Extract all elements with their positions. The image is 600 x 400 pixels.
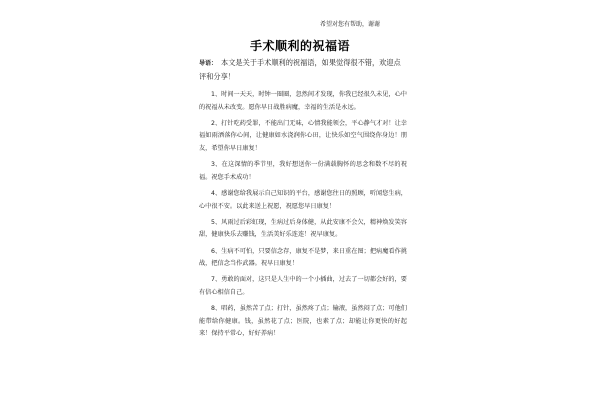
paragraph-5: 5、风雨过后彩虹现，生病过后身体健，从此安康不会欠，精神焕发笑容甜，健康快乐去赚钱，生活美好乐连连！祝早康复。 (199, 218, 407, 239)
paragraph-4: 4、感谢您给我展示自己知识的平台，感谢您往日的照顾，听闻您生病，心中很不安。以此来送上祝愿，祝愿您早日康复！ (199, 189, 407, 210)
paragraph-1: 1、时间一天天，时钟一圈圈，忽然间才发现，你我已经很久未见，心中的祝福从未改变。愿你早日战胜病魔，幸福的生活是永远。 (199, 91, 407, 111)
paragraph-3: 3、在这深情的季节里，我好想送你一份满载胸怀的思念和数不尽的祝福。祝您手术成功！ (199, 161, 407, 181)
intro (199, 56, 407, 83)
paragraph-6: 6、生病不可怕，只要信念存，康复不是梦，来日重在图；把病魔看作挑战，把信念当作武器。祝早日康复！ (199, 247, 407, 268)
intro-lead: 导语： (199, 60, 218, 67)
paragraph-7: 7、勇敢的面对，这只是人生中的一个小插曲，过去了一切都会好的，要有信心相信自己。 (199, 276, 407, 296)
header-note: 希望对您有帮助，谢谢 (320, 21, 381, 28)
paragraph-8: 8、唱药，虽然苦了点；打针，虽然疼了点；输液，虽然闷了点；可他们能带给你健康。钱，虽然花了点；医院，也素了点；却能让你更快的好起来！保持平常心，好好养病！ (199, 305, 407, 338)
paragraph-2: 2、打针吃药受罪，不能出门无味，心情我能领会，平心静气才对！让幸福如雨洒落你心间，让健康如水浇润你心田，让快乐如空气围绕你身边！朋友，希望你早日康复！ (199, 119, 407, 152)
document-title: 手术顺利的祝福语 (249, 39, 350, 53)
intro-text: 本文是关于手术顺利的祝福语，如果觉得很不错，欢迎点评和分享！ (199, 58, 401, 81)
document-body (199, 89, 407, 344)
